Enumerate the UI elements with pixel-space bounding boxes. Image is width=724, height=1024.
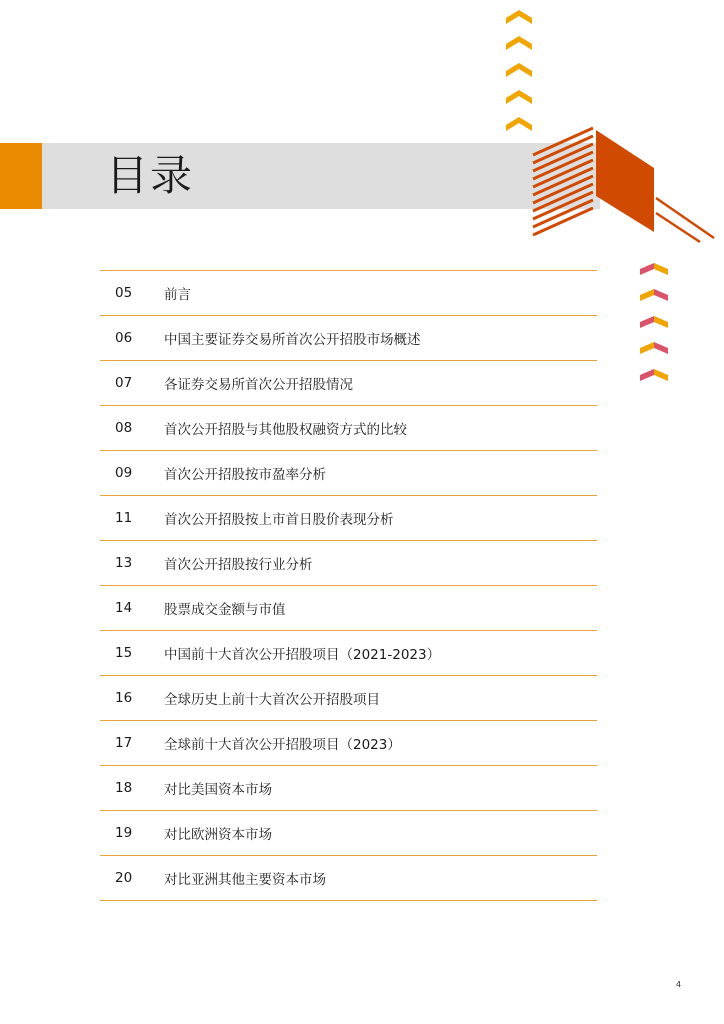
toc-page-number: 18 xyxy=(115,780,133,796)
toc-row[interactable] xyxy=(100,811,597,856)
orange-chevrons xyxy=(506,10,532,131)
toc-row[interactable] xyxy=(100,451,597,496)
toc-page-number: 07 xyxy=(115,375,133,391)
toc-page-number: 16 xyxy=(115,690,133,706)
toc-row[interactable] xyxy=(100,721,597,766)
toc-page-number: 19 xyxy=(115,825,133,841)
toc-entry-title: 首次公开招股按市盈率分析 xyxy=(164,467,326,483)
toc-entry-title: 对比美国资本市场 xyxy=(164,782,272,798)
toc-row[interactable] xyxy=(100,631,597,676)
table-of-contents xyxy=(100,270,597,901)
toc-row[interactable] xyxy=(100,586,597,631)
toc-page-number: 08 xyxy=(115,420,133,436)
toc-page-number: 20 xyxy=(115,870,133,886)
toc-row[interactable] xyxy=(100,676,597,721)
toc-row[interactable] xyxy=(100,271,597,316)
toc-entry-title: 各证券交易所首次公开招股情况 xyxy=(164,377,353,393)
thin-lines xyxy=(656,198,714,242)
toc-row[interactable] xyxy=(100,316,597,361)
toc-row[interactable] xyxy=(100,856,597,901)
rose-chevrons xyxy=(640,263,668,381)
toc-page-number: 15 xyxy=(115,645,133,661)
toc-page-number: 05 xyxy=(115,285,133,301)
toc-entry-title: 前言 xyxy=(164,287,191,303)
toc-row[interactable] xyxy=(100,496,597,541)
toc-row[interactable] xyxy=(100,406,597,451)
toc-page-number: 14 xyxy=(115,600,133,616)
toc-page-number: 13 xyxy=(115,555,133,571)
toc-row[interactable] xyxy=(100,361,597,406)
toc-entry-title: 中国前十大首次公开招股项目（2021-2023） xyxy=(164,647,441,663)
toc-page-number: 06 xyxy=(115,330,133,346)
toc-page-number: 17 xyxy=(115,735,133,751)
toc-page-number: 11 xyxy=(115,510,133,526)
toc-entry-title: 对比欧洲资本市场 xyxy=(164,827,272,843)
toc-entry-title: 全球历史上前十大首次公开招股项目 xyxy=(164,692,380,708)
toc-page-number: 09 xyxy=(115,465,133,481)
toc-entry-title: 股票成交金额与市值 xyxy=(164,602,286,618)
title-band xyxy=(0,143,600,209)
toc-entry-title: 全球前十大首次公开招股项目（2023） xyxy=(164,737,401,753)
toc-row[interactable] xyxy=(100,541,597,586)
toc-entry-title: 首次公开招股与其他股权融资方式的比较 xyxy=(164,422,407,438)
toc-entry-title: 首次公开招股按行业分析 xyxy=(164,557,313,573)
toc-row[interactable] xyxy=(100,766,597,811)
page-number: 4 xyxy=(676,980,682,989)
toc-entry-title: 对比亚洲其他主要资本市场 xyxy=(164,872,326,888)
solid-panel xyxy=(596,130,654,232)
toc-entry-title: 中国主要证券交易所首次公开招股市场概述 xyxy=(164,332,421,348)
page-title: 目录 xyxy=(106,151,195,200)
title-accent-block xyxy=(0,143,42,209)
toc-entry-title: 首次公开招股按上市首日股价表现分析 xyxy=(164,512,394,528)
